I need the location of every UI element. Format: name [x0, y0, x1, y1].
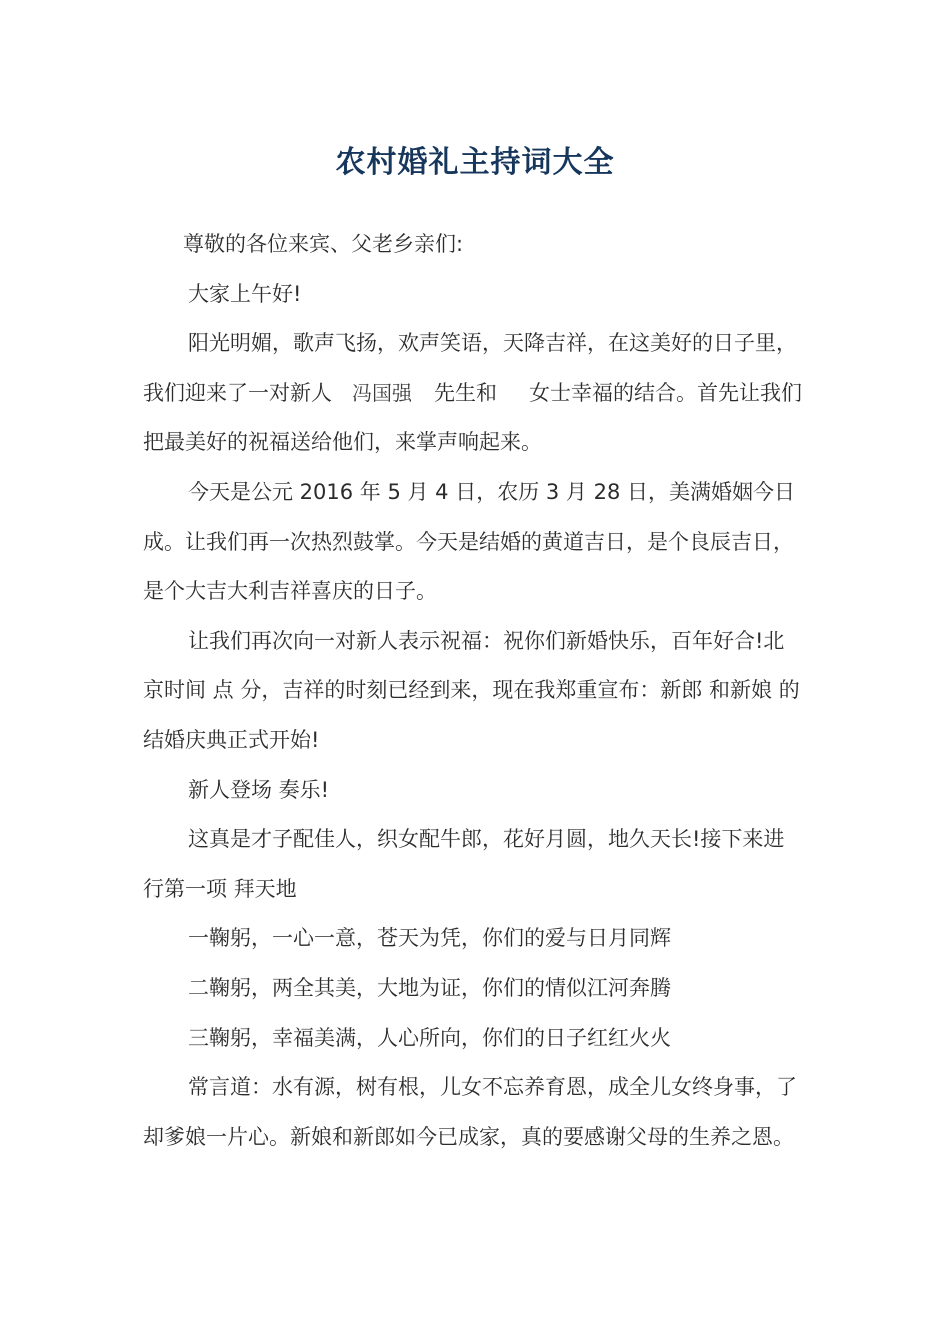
paragraph-entrance: 新人登场 奏乐!: [188, 777, 330, 802]
paragraph-worship: 这真是才子配佳人，织女配牛郎，花好月圆，地久天长!接下来进行第一项 拜天地: [143, 827, 785, 901]
paragraph-date: 今天是公元 2016 年 5 月 4 日，农历 3 月 28 日，美满婚姻今日成。让我们再一次热烈鼓掌。今天是结婚的黄道吉日，是个良辰吉日，是个大吉大利吉祥喜庆的日子。: [143, 479, 795, 604]
salutation: 尊敬的各位来宾、父老乡亲们:: [183, 232, 464, 256]
bow-third: 三鞠躬，幸福美满，人心所向，你们的日子红红火火: [188, 1025, 671, 1050]
paragraph-opening: [143, 319, 805, 468]
paragraph-announcement: 让我们再次向一对新人表示祝福：祝你们新婚快乐，百年好合!北京时间 点 分，吉祥的时刻已经到来，现在我郑重宣布：新郎 和新娘 的结婚庆典正式开始!: [143, 628, 800, 752]
bow-second: 二鞠躬，两全其美，大地为证，你们的情似江河奔腾: [188, 975, 671, 1000]
bow-first: 一鞠躬，一心一意，苍天为凭，你们的爱与日月同辉: [188, 926, 671, 951]
paragraph-opening-text-b: 先生和: [434, 380, 497, 405]
page-title: 农村婚礼主持词大全: [335, 145, 615, 180]
groom-name: 冯国强: [352, 380, 412, 405]
paragraph-opening-text-a: 阳光明媚，歌声飞扬，欢声笑语，天降吉祥，在这美好的日子里，我们迎来了一对新人: [143, 331, 797, 405]
paragraph-parents: 常言道：水有源，树有根，儿女不忘养育恩，成全儿女终身事，了却爹娘一片心。新娘和新郎如今已成家，真的要感谢父母的生养之恩。: [143, 1075, 797, 1149]
document-body: [143, 220, 805, 1162]
greeting: 大家上午好!: [188, 281, 302, 306]
paragraph-opening-text-c: 女士幸福的结合。首先让我们把最美好的祝福送给他们，来掌声响起来。: [143, 380, 802, 455]
